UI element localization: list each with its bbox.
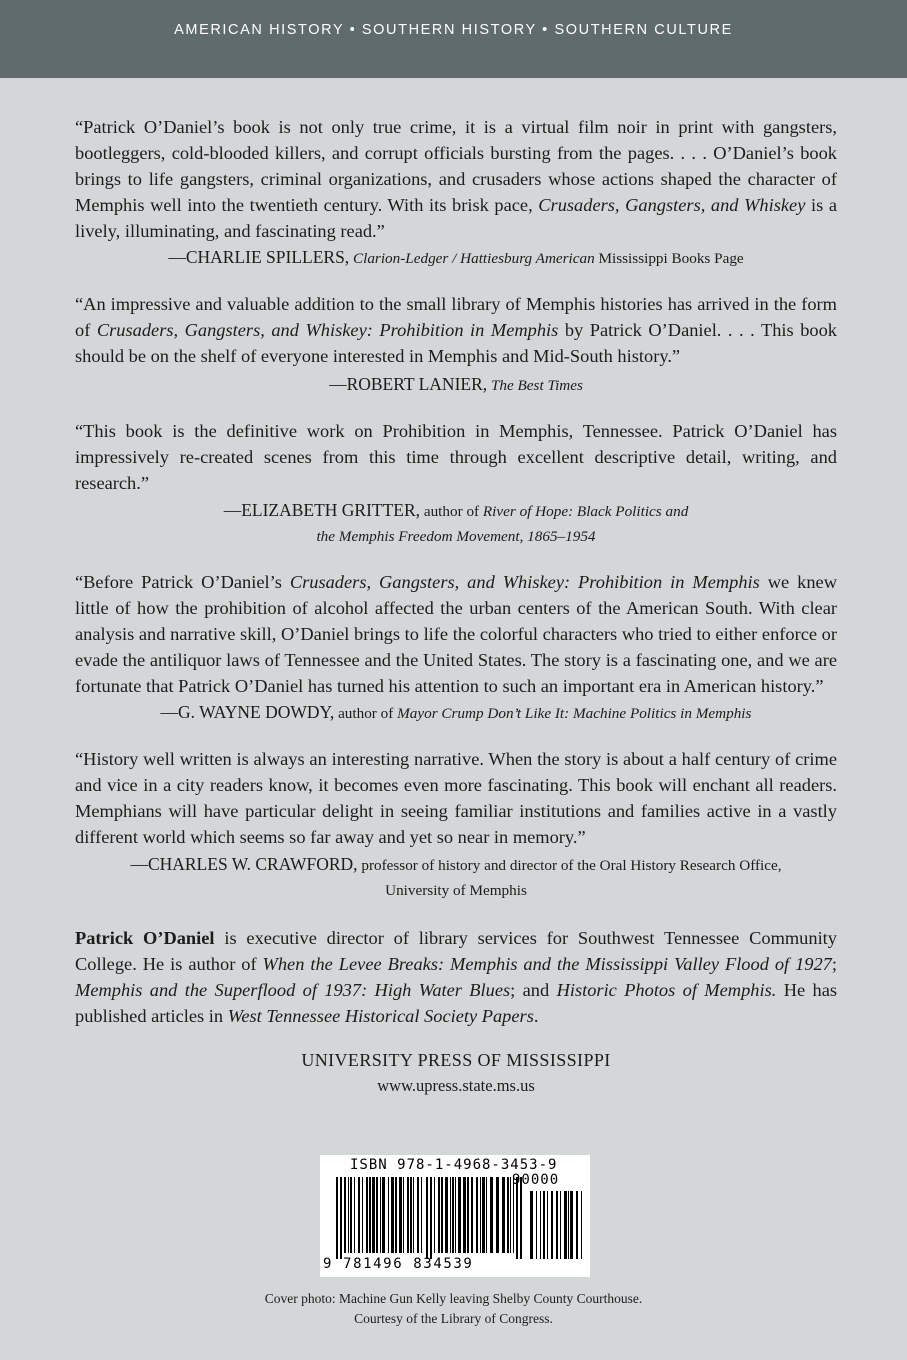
barcode-bar bbox=[369, 1177, 371, 1253]
barcode-addon-bar bbox=[560, 1191, 561, 1259]
barcode-bar bbox=[382, 1177, 385, 1253]
credit-line: Courtesy of the Library of Congress. bbox=[354, 1311, 553, 1326]
barcode-bar bbox=[354, 1177, 355, 1253]
book-title: Crusaders, Gangsters, and Whiskey: Prohibition in Memphis bbox=[96, 320, 559, 340]
blurb-attribution bbox=[75, 498, 837, 549]
barcode-addon-bar bbox=[551, 1191, 553, 1259]
barcode-bar bbox=[438, 1177, 440, 1253]
barcode-bar bbox=[496, 1177, 499, 1253]
barcode-addon-bar bbox=[536, 1191, 537, 1259]
barcode-guard-bar bbox=[336, 1177, 338, 1259]
journal-title: West Tennessee Historical Society Papers bbox=[227, 1006, 534, 1026]
blurb-text bbox=[75, 569, 837, 699]
barcode-bar bbox=[471, 1177, 473, 1253]
reviewer-name: —G. WAYNE DOWDY, bbox=[160, 702, 335, 722]
barcode-bar bbox=[476, 1177, 478, 1253]
back-cover-content bbox=[75, 114, 837, 1099]
publisher-block bbox=[75, 1047, 837, 1099]
barcode-bar bbox=[490, 1177, 493, 1253]
book-title: Crusaders, Gangsters, and Whiskey: Prohibition in Memphis bbox=[289, 572, 760, 592]
blurb-text: “History well written is always an interesting narrative. When the story is about a half century of crime and vice in a city readers know, it becomes even more fascinating. This book will enchant all readers. Memphians will have particular delight in seeing familiar institutions and families active in a vastly different world which seems so far away and yet so near in memory.” bbox=[75, 749, 837, 847]
bio-text: is executive director of library services for Southwest Tennessee Community College. He is author of bbox=[75, 928, 837, 974]
barcode-bar bbox=[455, 1177, 456, 1253]
reviewer-name: —ELIZABETH GRITTER, bbox=[223, 500, 421, 520]
barcode-bar bbox=[458, 1177, 461, 1253]
credit-line: Cover photo: Machine Gun Kelly leaving Shelby County Courthouse. bbox=[264, 1291, 643, 1306]
cover-photo-credit bbox=[0, 1289, 907, 1329]
book-title: When the Levee Breaks: Memphis and the Mississippi Valley Flood of 1927 bbox=[262, 954, 832, 974]
blurb-text: “This book is the definitive work on Prohibition in Memphis, Tennessee. Patrick O’Daniel has impressively re-created scenes from this time through excellent descriptive detail, writing, and research.” bbox=[75, 421, 837, 493]
barcode-bar bbox=[344, 1177, 346, 1253]
isbn-number: ISBN 978-1-4968-3453-9 bbox=[350, 1157, 558, 1173]
blurb-text-part: by Patrick O’Daniel. . . . This book should be on the shelf of everyone interested in Memphis and Mid-South history.” bbox=[75, 320, 837, 366]
book-title: Historic Photos of Memphis. bbox=[556, 980, 777, 1000]
barcode-bar bbox=[463, 1177, 466, 1253]
bio-text: He has published articles in bbox=[75, 980, 838, 1026]
barcode-bar bbox=[358, 1177, 360, 1253]
category-banner bbox=[0, 0, 907, 78]
barcode-guard-bar bbox=[520, 1177, 522, 1259]
reviewer-name: —ROBERT LANIER, bbox=[329, 374, 488, 394]
blurb-attribution bbox=[75, 852, 837, 903]
bio-text: ; and bbox=[510, 980, 557, 1000]
blurb-text bbox=[75, 114, 837, 244]
barcode-addon-bar bbox=[568, 1191, 569, 1259]
attribution-detail-cont: University of Memphis bbox=[385, 882, 527, 899]
publisher-name: UNIVERSITY PRESS OF MISSISSIPPI bbox=[301, 1050, 611, 1070]
barcode-addon-bar bbox=[530, 1191, 533, 1259]
blurb-attribution bbox=[75, 372, 837, 398]
book-title: Memphis and the Superflood of 1937: High Water Blues bbox=[75, 980, 511, 1000]
barcode-bar bbox=[482, 1177, 485, 1253]
barcode-bar bbox=[395, 1177, 397, 1253]
barcode-bar bbox=[376, 1177, 378, 1253]
barcode-addon-bar bbox=[543, 1191, 545, 1259]
barcode-bar bbox=[486, 1177, 487, 1253]
barcode-bar bbox=[399, 1177, 402, 1253]
barcode-addon-bar bbox=[576, 1191, 578, 1259]
barcode-addon-bar bbox=[564, 1191, 567, 1259]
author-name: Patrick O’Daniel bbox=[75, 928, 215, 948]
barcode-bar bbox=[362, 1177, 363, 1253]
author-bio bbox=[75, 925, 837, 1029]
blurb-5 bbox=[75, 746, 837, 903]
barcode-guard-bar bbox=[426, 1177, 428, 1259]
barcode-bar bbox=[421, 1177, 422, 1253]
barcode-bar bbox=[407, 1177, 409, 1253]
blurb-3 bbox=[75, 418, 837, 549]
reviewer-name: —CHARLIE SPILLERS, bbox=[168, 247, 350, 267]
barcode-bar bbox=[348, 1177, 349, 1253]
barcode-addon-bar bbox=[581, 1191, 582, 1259]
blurb-attribution bbox=[75, 700, 837, 726]
barcode-bar bbox=[413, 1177, 414, 1253]
attribution-detail: professor of history and director of the Oral History Research Office, bbox=[357, 857, 782, 874]
barcode-bar bbox=[410, 1177, 412, 1253]
bio-text: ; bbox=[831, 954, 837, 974]
attribution-detail: author of bbox=[334, 705, 398, 722]
book-title-cont: the Memphis Freedom Movement, 1865–1954 bbox=[316, 528, 596, 545]
barcode-bar bbox=[452, 1177, 454, 1253]
book-title: Mayor Crump Don’t Like It: Machine Politics in Memphis bbox=[397, 705, 752, 722]
barcode-guard-bar bbox=[516, 1177, 518, 1259]
barcode-addon-bar bbox=[547, 1191, 548, 1259]
barcode-bar bbox=[441, 1177, 443, 1253]
barcode-addon-bar bbox=[556, 1191, 558, 1259]
publication-name: The Best Times bbox=[490, 377, 583, 394]
barcode-bar bbox=[467, 1177, 469, 1253]
barcode-bar bbox=[391, 1177, 394, 1253]
publisher-url[interactable]: www.upress.state.ms.us bbox=[377, 1076, 535, 1095]
book-title: Crusaders, Gangsters, and Whiskey bbox=[538, 195, 806, 215]
blurb-text-part: “Patrick O’Daniel’s book is not only true crime, it is a virtual film noir in print with gangsters, bootleggers, cold-blooded killers, and corrupt officials bursting from the pages. . . . O’Daniel’s book brings to life gangsters, criminal organizations, and crusaders whose actions shaped the character of Memphis well into the twentieth century. With its brisk pace, bbox=[75, 117, 837, 215]
barcode-guard-bar bbox=[340, 1177, 342, 1259]
blurb-1 bbox=[75, 114, 837, 271]
barcode-bar bbox=[403, 1177, 404, 1253]
barcode-bar bbox=[502, 1177, 505, 1253]
barcode-addon-bar bbox=[570, 1191, 573, 1259]
blurb-attribution bbox=[75, 245, 837, 271]
barcode-bar bbox=[366, 1177, 368, 1253]
ean-number: 9 781496 834539 bbox=[323, 1256, 474, 1272]
barcode-bar bbox=[507, 1177, 509, 1253]
publication-detail: Mississippi Books Page bbox=[594, 250, 744, 267]
price-code: 90000 bbox=[512, 1172, 560, 1188]
barcode-bar bbox=[480, 1177, 481, 1253]
barcode-bar bbox=[513, 1177, 514, 1253]
blurb-text-part: is a lively, illuminating, and fascinating read.” bbox=[75, 195, 837, 241]
category-text: AMERICAN HISTORY • SOUTHERN HISTORY • SOUTHERN CULTURE bbox=[174, 22, 733, 38]
barcode-bar bbox=[510, 1177, 511, 1253]
barcode-bar bbox=[388, 1177, 389, 1253]
barcode-bar bbox=[445, 1177, 448, 1253]
isbn-barcode bbox=[320, 1155, 590, 1277]
book-title: River of Hope: Black Politics and bbox=[482, 503, 689, 520]
barcode-bar bbox=[372, 1177, 375, 1253]
blurb-text-part: we knew little of how the prohibition of alcohol affected the urban centers of the American South. With clear analysis and narrative skill, O’Daniel brings to life the colorful characters who tried to either enforce or evade the antiliquor laws of Tennessee and the United States. The story is a fascinating one, and we are fortunate that Patrick O’Daniel has turned his attention to such an important era in American history.” bbox=[75, 572, 837, 696]
barcode-bar bbox=[380, 1177, 381, 1253]
blurb-text-part: “An impressive and valuable addition to the small library of Memphis histories has arrived in the form of bbox=[75, 294, 837, 340]
blurb-text-part: “Before Patrick O’Daniel’s bbox=[75, 572, 290, 592]
blurb-4 bbox=[75, 569, 837, 726]
barcode-bar bbox=[350, 1177, 352, 1253]
bio-text: . bbox=[533, 1006, 539, 1026]
barcode-bar bbox=[417, 1177, 419, 1253]
reviewer-name: —CHARLES W. CRAWFORD, bbox=[130, 854, 358, 874]
attribution-detail: author of bbox=[420, 503, 483, 520]
blurb-text bbox=[75, 291, 837, 369]
barcode-bar bbox=[450, 1177, 451, 1253]
barcode-bar bbox=[434, 1177, 435, 1253]
publication-name: Clarion-Ledger / Hattiesburg American bbox=[352, 250, 595, 267]
barcode-addon-bar bbox=[540, 1191, 541, 1259]
blurb-2 bbox=[75, 291, 837, 398]
barcode-guard-bar bbox=[430, 1177, 432, 1259]
